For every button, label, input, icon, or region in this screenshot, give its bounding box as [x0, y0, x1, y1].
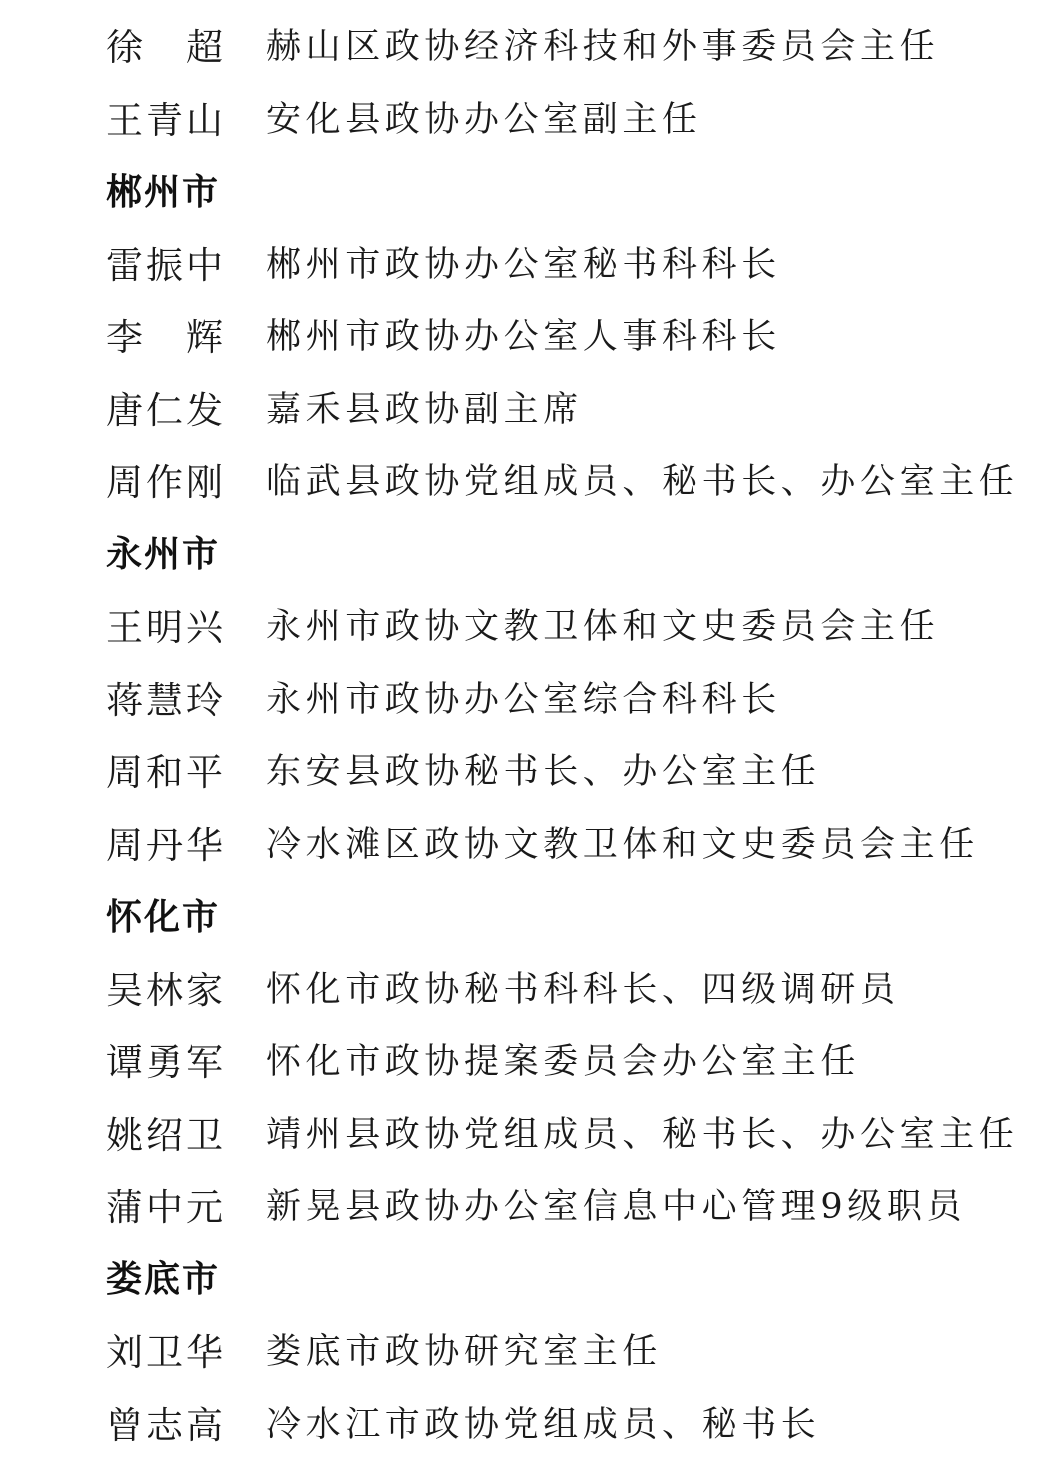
person-row — [106, 588, 1046, 661]
city-heading: 永州市 — [106, 526, 220, 577]
person-row — [106, 1313, 1046, 1386]
person-row — [106, 443, 1046, 516]
person-name: 周丹华 — [106, 815, 266, 869]
person-name: 刘卫华 — [106, 1322, 266, 1376]
city-heading-row — [106, 153, 1046, 226]
person-name: 谭勇军 — [106, 1032, 266, 1086]
person-name: 雷振中 — [106, 235, 266, 289]
person-title: 怀化市政协提案委员会办公室主任 — [266, 1034, 860, 1084]
city-heading-row — [106, 516, 1046, 589]
city-heading-row — [106, 1241, 1046, 1314]
name-character: 李 — [106, 307, 146, 361]
person-title: 靖州县政协党组成员、秘书长、办公室主任 — [266, 1107, 1018, 1157]
person-name: 王明兴 — [106, 597, 266, 651]
person-row — [106, 1023, 1046, 1096]
person-row — [106, 951, 1046, 1024]
person-row — [106, 81, 1046, 154]
person-name: 周作刚 — [106, 452, 266, 506]
city-heading: 娄底市 — [106, 1251, 220, 1302]
person-row — [106, 806, 1046, 879]
name-list-document — [106, 8, 1046, 1458]
person-title: 赫山区政协经济科技和外事委员会主任 — [266, 19, 939, 69]
person-row — [106, 1096, 1046, 1169]
person-title: 新晃县政协办公室信息中心管理9级职员 — [266, 1179, 966, 1229]
person-row — [106, 733, 1046, 806]
person-name: 姚绍卫 — [106, 1105, 266, 1159]
person-name: 王青山 — [106, 90, 266, 144]
city-heading-row — [106, 878, 1046, 951]
person-row — [106, 226, 1046, 299]
person-title: 永州市政协办公室综合科科长 — [266, 672, 781, 722]
person-title: 东安县政协秘书长、办公室主任 — [266, 744, 820, 794]
person-name — [106, 307, 266, 361]
person-name: 蒲中元 — [106, 1177, 266, 1231]
city-heading: 郴州市 — [106, 164, 220, 215]
person-name: 蒋慧玲 — [106, 670, 266, 724]
person-name: 唐仁发 — [106, 380, 266, 434]
city-heading: 怀化市 — [106, 889, 220, 940]
person-row — [106, 371, 1046, 444]
person-title: 嘉禾县政协副主席 — [266, 382, 583, 432]
person-name: 曾志高 — [106, 1395, 266, 1449]
person-row — [106, 1168, 1046, 1241]
name-character: 超 — [186, 17, 226, 71]
person-title: 郴州市政协办公室秘书科科长 — [266, 237, 781, 287]
person-title: 冷水滩区政协文教卫体和文史委员会主任 — [266, 817, 979, 867]
person-title: 安化县政协办公室副主任 — [266, 92, 702, 142]
person-title: 怀化市政协秘书科科长、四级调研员 — [266, 962, 900, 1012]
person-title: 临武县政协党组成员、秘书长、办公室主任 — [266, 454, 1018, 504]
person-name — [106, 17, 266, 71]
person-row — [106, 8, 1046, 81]
person-title: 娄底市政协研究室主任 — [266, 1324, 662, 1374]
person-name: 周和平 — [106, 742, 266, 796]
person-row — [106, 661, 1046, 734]
person-title: 郴州市政协办公室人事科科长 — [266, 309, 781, 359]
person-row — [106, 1386, 1046, 1458]
person-row — [106, 298, 1046, 371]
name-character: 徐 — [106, 17, 146, 71]
person-title: 永州市政协文教卫体和文史委员会主任 — [266, 599, 939, 649]
person-title: 冷水江市政协党组成员、秘书长 — [266, 1397, 820, 1447]
name-character: 辉 — [186, 307, 226, 361]
person-name: 吴林家 — [106, 960, 266, 1014]
